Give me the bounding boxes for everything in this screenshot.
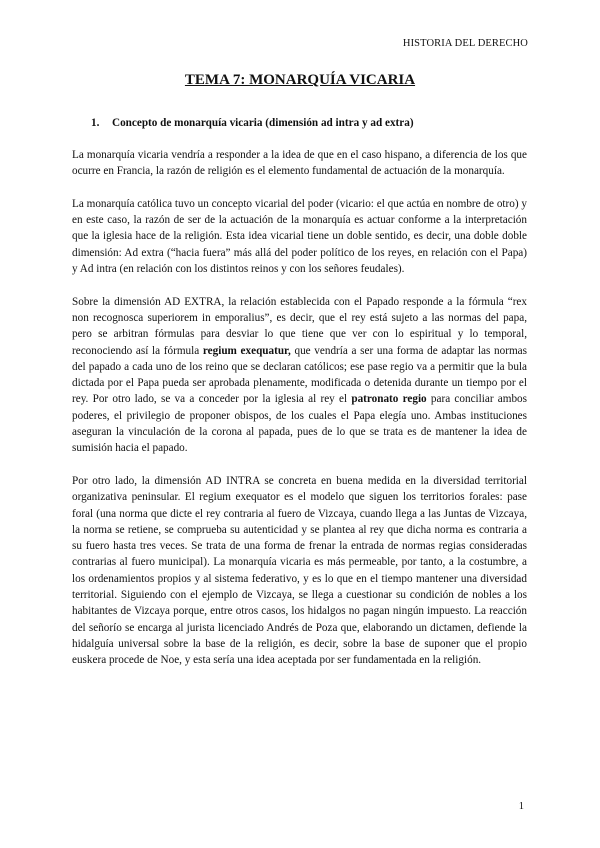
section-heading: [91, 117, 414, 129]
paragraph: [72, 294, 527, 457]
page-title: TEMA 7: MONARQUÍA VICARIA: [184, 72, 416, 88]
bold-term: patronato regio: [351, 393, 427, 406]
paragraph: Por otro lado, la dimensión AD INTRA se concreta en buena medida en la diversidad territorial organizativa peninsular. El regium exequator es el modelo que siguen los territorios forales: pase foral (una norma que dicte el rey contraria al fuero de Vizcaya, cuando llega a las Juntas de Vizcaya, la norma se retiene, se comprueba su autenticidad y se plantea al rey que dicha norma es contraria a su fuero hasta tres veces. Se trata de una forma de frenar la entrada de normas regias consideradas contrarias al fuero municipal). La monarquía vicaria es más permeable, por tanto, a la costumbre, a los ordenamientos propios y al sistema federativo, y es lo que en el tiempo mantener una diversidad territorial. Siguiendo con el ejemplo de Vizcaya, se llega a cuestionar su condición de nobles a los habitantes de Vizcaya porque, entre otros casos, los hidalgos no pagan ningún impuesto. La reacción del señorío se encarga al jurista licenciado Andrés de Poza que, elaborando un dictamen, defiende la hidalguía universal sobre la base de la religión, es decir, sobre la base de suponer que el propio euskera procede de Noe, y esta sería una idea aceptada por ser fundamentada en la religión.: [72, 474, 527, 667]
page-number: 1: [518, 801, 524, 812]
paragraph: La monarquía católica tuvo un concepto vicarial del poder (vicario: el que actúa en nombre de otro) y en este caso, la razón de ser de la actuación de la monarquía es actuar conforme a la interpretación que la iglesia hace de la religión. Esta idea vicarial tiene un doble sentido, es decir, una doble doble dimensión: Ad extra (“hacia fuera” más allá del poder político de los reyes, en relación con el Papa) y Ad intra (en relación con los distintos reinos y con los señores feudales).: [72, 197, 527, 276]
paragraph-text: que vendría a ser una forma de adaptar las normas del papado a cada uno de los reino que se declaran católicos; ese pase regio va a permitir que la bula dictada por el Papa pueda ser aprobada plenamente, modificada o detenida durante un tiempo por el rey. Por otro lado, se va a conceder por la iglesia al rey el: [72, 344, 527, 406]
section-title: Concepto de monarquía vicaria (dimensión ad intra y ad extra): [112, 117, 414, 129]
paragraph-text: para conciliar ambos poderes, el privilegio de proponer obispos, de los cuales el Papa elegía uno. Ambas instituciones aseguran la vinculación de la corona al papada, pues de lo que se trata es de mantener la idea de sumisión hacia el papado.: [72, 393, 528, 455]
section-number: 1.: [91, 117, 100, 129]
document-body: [72, 147, 527, 685]
paragraph: La monarquía vicaria vendría a responder a la idea de que en el caso hispano, a diferencia de los que ocurre en Francia, la razón de religión es el elemento fundamental de actuación de la monarquía.: [72, 149, 527, 178]
running-header: HISTORIA DEL DERECHO: [402, 38, 528, 49]
paragraph-text: Sobre la dimensión AD EXTRA, la relación establecida con el Papado responde a la fórmula “rex non recognosca superiorem in emporalius”, es decir, que el rey está sujeto a las normas del papa, pero se arbitran fórmulas para desviar lo que tiene que ver con lo espiritual y lo temporal, reconociendo así la fórmula: [72, 295, 527, 357]
bold-term: regium exequatur,: [202, 344, 291, 357]
